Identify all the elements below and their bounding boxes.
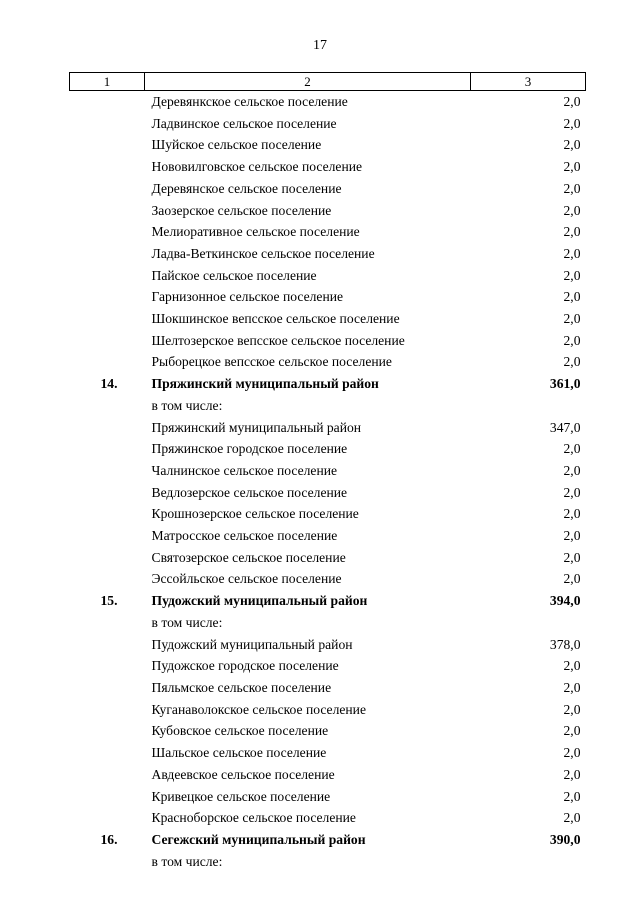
row-value: 2,0 xyxy=(563,267,581,283)
data-table xyxy=(69,72,586,872)
row-name: Деревянкское сельское поселение xyxy=(151,94,348,109)
row-value: 2,0 xyxy=(563,528,581,544)
row-value: 2,0 xyxy=(563,701,581,717)
row-number xyxy=(70,200,145,222)
table-row xyxy=(70,395,586,417)
row-number: 15. xyxy=(100,593,118,609)
row-name: Авдеевское сельское поселение xyxy=(151,766,335,782)
row-name: Сегежский муниципальный район xyxy=(151,831,366,847)
row-name: Пудожский муниципальный район xyxy=(151,636,353,652)
row-name: Куганаволокское сельское поселение xyxy=(151,701,366,717)
table-row xyxy=(70,851,586,873)
row-value: 347,0 xyxy=(549,419,581,435)
row-number xyxy=(70,677,145,699)
table-row xyxy=(70,525,586,547)
row-name: Заозерское сельское поселение xyxy=(151,202,332,218)
row-number: 14. xyxy=(100,376,118,392)
row-name: Нововилговское сельское поселение xyxy=(151,159,363,175)
row-value: 378,0 xyxy=(549,636,581,652)
table-row xyxy=(70,200,586,222)
row-name: Ладва-Веткинское сельское поселение xyxy=(151,245,375,261)
row-name: Красноборское сельское поселение xyxy=(151,810,356,826)
row-name: Матросское сельское поселение xyxy=(151,528,338,544)
table-row xyxy=(70,308,586,330)
row-value: 2,0 xyxy=(563,245,581,261)
table-row xyxy=(70,503,586,525)
row-number xyxy=(70,655,145,677)
row-name: Кривецкое сельское поселение xyxy=(151,788,331,804)
table-row-district xyxy=(70,373,586,395)
row-name: Ладвинское сельское поселение xyxy=(151,115,337,131)
row-name: Шальское сельское поселение xyxy=(151,745,327,761)
row-value: 2,0 xyxy=(563,462,581,478)
table-row xyxy=(70,547,586,569)
row-number xyxy=(70,113,145,135)
row-value: 2,0 xyxy=(563,332,581,348)
row-number xyxy=(70,134,145,156)
table-header-row xyxy=(70,73,586,91)
table-row xyxy=(70,330,586,352)
row-name: Шуйское сельское поселение xyxy=(151,137,322,153)
row-name: Чалнинское сельское поселение xyxy=(151,462,338,478)
table-row xyxy=(70,91,586,113)
table-body xyxy=(70,91,586,873)
row-name: Пряжинский муниципальный район xyxy=(151,419,362,435)
row-number xyxy=(70,330,145,352)
row-name: в том числе: xyxy=(151,397,223,413)
row-number xyxy=(70,482,145,504)
row-number xyxy=(70,786,145,808)
row-number xyxy=(70,91,145,113)
table-header xyxy=(70,73,586,91)
row-value: 2,0 xyxy=(563,745,581,761)
table-row xyxy=(70,286,586,308)
table-row xyxy=(70,764,586,786)
column-header-name: 2 xyxy=(145,73,471,91)
table-row xyxy=(70,156,586,178)
row-value: 361,0 xyxy=(549,376,581,392)
table-row xyxy=(70,807,586,829)
row-name: Эссойльское сельское поселение xyxy=(151,571,342,587)
row-number xyxy=(70,221,145,243)
row-number: 16. xyxy=(100,831,118,847)
row-number xyxy=(70,720,145,742)
row-value: 2,0 xyxy=(563,766,581,782)
row-number xyxy=(70,286,145,308)
row-name: Пудожский муниципальный район xyxy=(151,593,368,609)
table-row xyxy=(70,178,586,200)
row-value: 2,0 xyxy=(563,788,581,804)
row-value: 394,0 xyxy=(549,593,581,609)
row-number xyxy=(70,417,145,439)
row-number xyxy=(70,265,145,287)
row-number xyxy=(70,525,145,547)
row-name: Рыборецкое вепсское сельское поселение xyxy=(151,354,392,370)
row-value xyxy=(471,612,586,634)
table-row xyxy=(70,677,586,699)
row-name: Пяльмское сельское поселение xyxy=(151,679,332,695)
row-value: 2,0 xyxy=(563,289,581,305)
table-row xyxy=(70,786,586,808)
column-header-number: 1 xyxy=(70,73,145,91)
table-row xyxy=(70,568,586,590)
row-number xyxy=(70,503,145,525)
table-row xyxy=(70,351,586,373)
row-name: Шелтозерское вепсское сельское поселение xyxy=(151,332,405,348)
row-name: Шокшинское вепсское сельское поселение xyxy=(151,311,400,327)
column-header-value: 3 xyxy=(471,73,586,91)
table-row xyxy=(70,699,586,721)
row-name: Деревянское сельское поселение xyxy=(151,180,342,196)
table-row xyxy=(70,720,586,742)
row-name: Кубовское сельское поселение xyxy=(151,723,329,739)
row-name: Ведлозерское сельское поселение xyxy=(151,484,348,500)
row-value: 2,0 xyxy=(563,159,581,175)
row-name: в том числе: xyxy=(151,853,223,869)
row-value: 2,0 xyxy=(563,115,581,131)
row-value: 2,0 xyxy=(563,571,581,587)
table-row-district xyxy=(70,590,586,612)
table-row xyxy=(70,113,586,135)
row-number xyxy=(70,807,145,829)
row-name: Пудожское городское поселение xyxy=(151,658,339,674)
row-value: 2,0 xyxy=(563,679,581,695)
table-row xyxy=(70,243,586,265)
row-value: 2,0 xyxy=(563,354,581,370)
row-number xyxy=(70,742,145,764)
table-row xyxy=(70,417,586,439)
table-row xyxy=(70,134,586,156)
row-name: в том числе: xyxy=(151,614,223,630)
row-number xyxy=(70,764,145,786)
row-number xyxy=(70,634,145,656)
table-row xyxy=(70,742,586,764)
row-number xyxy=(70,156,145,178)
table-row xyxy=(70,634,586,656)
table-row xyxy=(70,265,586,287)
row-name: Крошнозерское сельское поселение xyxy=(151,506,359,522)
row-value: 2,0 xyxy=(563,311,581,327)
table-row-district xyxy=(70,829,586,851)
row-number xyxy=(70,438,145,460)
row-name: Гарнизонное сельское поселение xyxy=(151,289,344,305)
row-value: 2,0 xyxy=(563,506,581,522)
row-name: Мелиоративное сельское поселение xyxy=(151,224,360,240)
row-value: 2,0 xyxy=(563,484,581,500)
table-row xyxy=(70,221,586,243)
table-row xyxy=(70,612,586,634)
row-number xyxy=(70,547,145,569)
row-value: 390,0 xyxy=(549,831,581,847)
table-row xyxy=(70,438,586,460)
row-number xyxy=(70,568,145,590)
row-value: 2,0 xyxy=(563,441,581,457)
row-value: 2,0 xyxy=(563,94,581,109)
row-value: 2,0 xyxy=(563,810,581,826)
row-name: Пряжинский муниципальный район xyxy=(151,376,379,392)
table-row xyxy=(70,482,586,504)
row-number xyxy=(70,178,145,200)
row-value: 2,0 xyxy=(563,723,581,739)
page-number: 17 xyxy=(313,38,327,53)
row-value: 2,0 xyxy=(563,137,581,153)
row-number xyxy=(70,612,145,634)
row-name: Святозерское сельское поселение xyxy=(151,549,346,565)
row-number xyxy=(70,351,145,373)
row-number xyxy=(70,851,145,873)
row-value xyxy=(471,851,586,873)
row-value: 2,0 xyxy=(563,180,581,196)
row-value xyxy=(471,395,586,417)
row-value: 2,0 xyxy=(563,658,581,674)
row-value: 2,0 xyxy=(563,202,581,218)
row-number xyxy=(70,460,145,482)
table-row xyxy=(70,460,586,482)
row-number xyxy=(70,395,145,417)
row-value: 2,0 xyxy=(563,549,581,565)
row-value: 2,0 xyxy=(563,224,581,240)
table-row xyxy=(70,655,586,677)
row-number xyxy=(70,243,145,265)
row-name: Пайское сельское поселение xyxy=(151,267,317,283)
row-number xyxy=(70,699,145,721)
row-name: Пряжинское городское поселение xyxy=(151,441,348,457)
row-number xyxy=(70,308,145,330)
